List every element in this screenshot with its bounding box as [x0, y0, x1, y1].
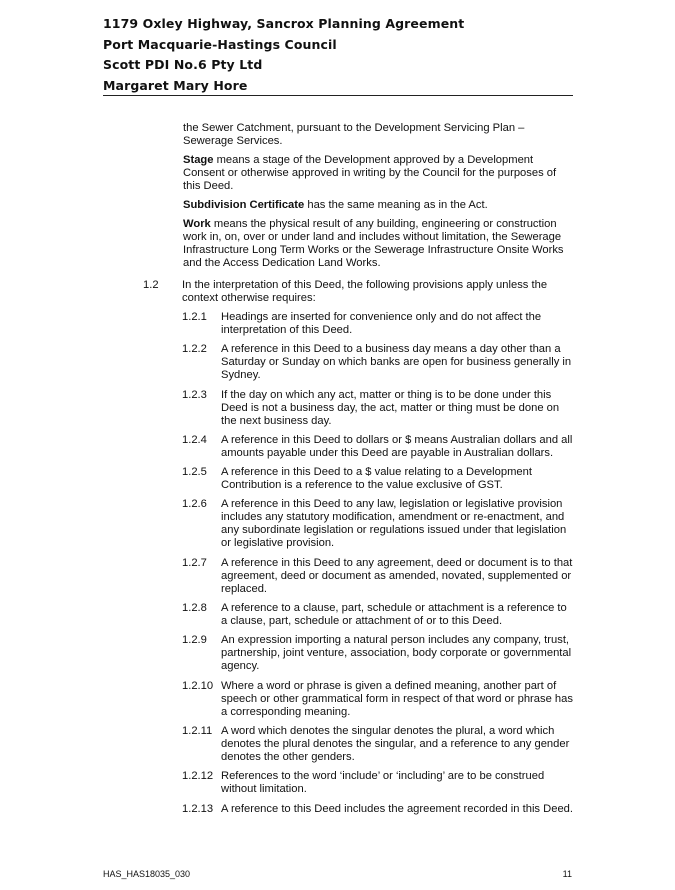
definition-text: has the same meaning as in the Act.: [304, 199, 488, 211]
item-text: References to the word ‘include’ or ‘including’ are to be construed without limitation.: [221, 770, 545, 796]
item-number: 1.2.12: [182, 770, 214, 783]
item-text: A reference in this Deed to dollars or $ means Australian dollars and all amounts payable under this Deed are payable in Australian dollars.: [221, 433, 573, 459]
definition-term: Subdivision Certificate: [183, 199, 305, 211]
header-party-council: Port Macquarie-Hastings Council: [103, 36, 337, 52]
item-text: A reference in this Deed to any law, legislation or legislative provision includes any statutory modification, amendment or re-enactment, and any subordinate legislation or regulations issued under that legislation or legislative provision.: [221, 498, 567, 550]
item-number: 1.2.5: [182, 466, 207, 479]
list-item: [182, 466, 575, 492]
list-item: [182, 680, 575, 719]
list-item: [182, 434, 575, 460]
definition-work: [183, 218, 575, 270]
item-number: 1.2.13: [182, 802, 214, 815]
header-party-developer: Scott PDI No.6 Pty Ltd: [103, 57, 263, 72]
list-item: [182, 389, 575, 428]
item-number: 1.2.2: [182, 343, 207, 356]
item-number: 1.2.1: [182, 311, 207, 323]
interpretation-list: [182, 311, 575, 822]
item-number: 1.2.3: [182, 388, 207, 401]
definitions-section: [183, 122, 575, 276]
item-number: 1.2.7: [182, 556, 207, 569]
definition-subdivision-certificate: [183, 199, 575, 212]
item-text: A reference in this Deed to a business day means a day other than a Saturday or Sunday on which banks are open for business generally in Sydney.: [221, 343, 572, 382]
footer-page-number: 11: [562, 869, 572, 879]
item-text: A reference to a clause, part, schedule or attachment is a reference to a clause, part, schedule or attachment of or to this Deed.: [221, 602, 567, 628]
clause-text: In the interpretation of this Deed, the following provisions apply unless the context otherwise requires:: [182, 279, 548, 304]
list-item: [182, 725, 575, 764]
item-text: A reference to this Deed includes the agreement recorded in this Deed.: [221, 802, 573, 815]
definition-text: means a stage of the Development approved by a Development Consent or otherwise approved in writing by the Council for the purposes of this Deed.: [183, 154, 557, 192]
clause-number: 1.2: [143, 279, 159, 291]
definition-continuation: [183, 122, 575, 148]
item-text: A reference in this Deed to any agreement, deed or document is to that agreement, deed or document as amended, novated, supplemented or replaced.: [221, 556, 573, 595]
item-text: If the day on which any act, matter or thing is to be done under this Deed is not a business day, the act, matter or thing must be done on the next business day.: [221, 388, 560, 427]
list-item: [182, 498, 575, 550]
clause-1-2: [143, 279, 575, 305]
item-text: Where a word or phrase is given a defined meaning, another part of speech or other grammatical form in respect of that word or phrase has a corresponding meaning.: [221, 679, 573, 718]
header-title: 1179 Oxley Highway, Sancrox Planning Agreement: [103, 16, 465, 31]
item-number: 1.2.9: [182, 634, 207, 647]
definition-term: Stage: [183, 154, 214, 166]
item-text: A reference in this Deed to a $ value relating to a Development Contribution is a reference to the value exclusive of GST.: [221, 466, 532, 492]
header-divider: [103, 95, 573, 96]
item-number: 1.2.10: [182, 679, 214, 692]
footer-document-reference: HAS_HAS18035_030: [103, 869, 191, 879]
document-header: [103, 14, 573, 96]
item-number: 1.2.6: [182, 498, 207, 511]
header-party-landowner: Margaret Mary Hore: [103, 77, 248, 93]
list-item: [182, 634, 575, 673]
list-item: [182, 343, 575, 382]
list-item: [182, 770, 575, 796]
item-text: Headings are inserted for convenience only and do not affect the interpretation of this Deed.: [221, 311, 542, 336]
item-number: 1.2.11: [182, 724, 213, 737]
list-item: [182, 557, 575, 596]
item-number: 1.2.4: [182, 433, 207, 446]
definition-text: the Sewer Catchment, pursuant to the Development Servicing Plan – Sewerage Services.: [183, 122, 525, 147]
item-text: An expression importing a natural person includes any company, trust, partnership, joint venture, association, body corporate or governmental agency.: [221, 634, 572, 673]
item-number: 1.2.8: [182, 602, 207, 615]
list-item: [182, 803, 575, 816]
item-text: A word which denotes the singular denotes the plural, a word which denotes the plural denotes the singular, and a reference to any gender denotes the other genders.: [221, 724, 570, 763]
list-item: [182, 602, 575, 628]
definition-stage: [183, 154, 575, 193]
list-item: [182, 311, 575, 337]
definition-term: Work: [183, 218, 211, 230]
definition-text: means the physical result of any building, engineering or construction work in, on, over or under land and includes without limitation, the Sewerage Infrastructure Long Term Works or the Sewerage Infrastructure Onsite Works and the Access Dedication Land Works.: [183, 218, 564, 269]
